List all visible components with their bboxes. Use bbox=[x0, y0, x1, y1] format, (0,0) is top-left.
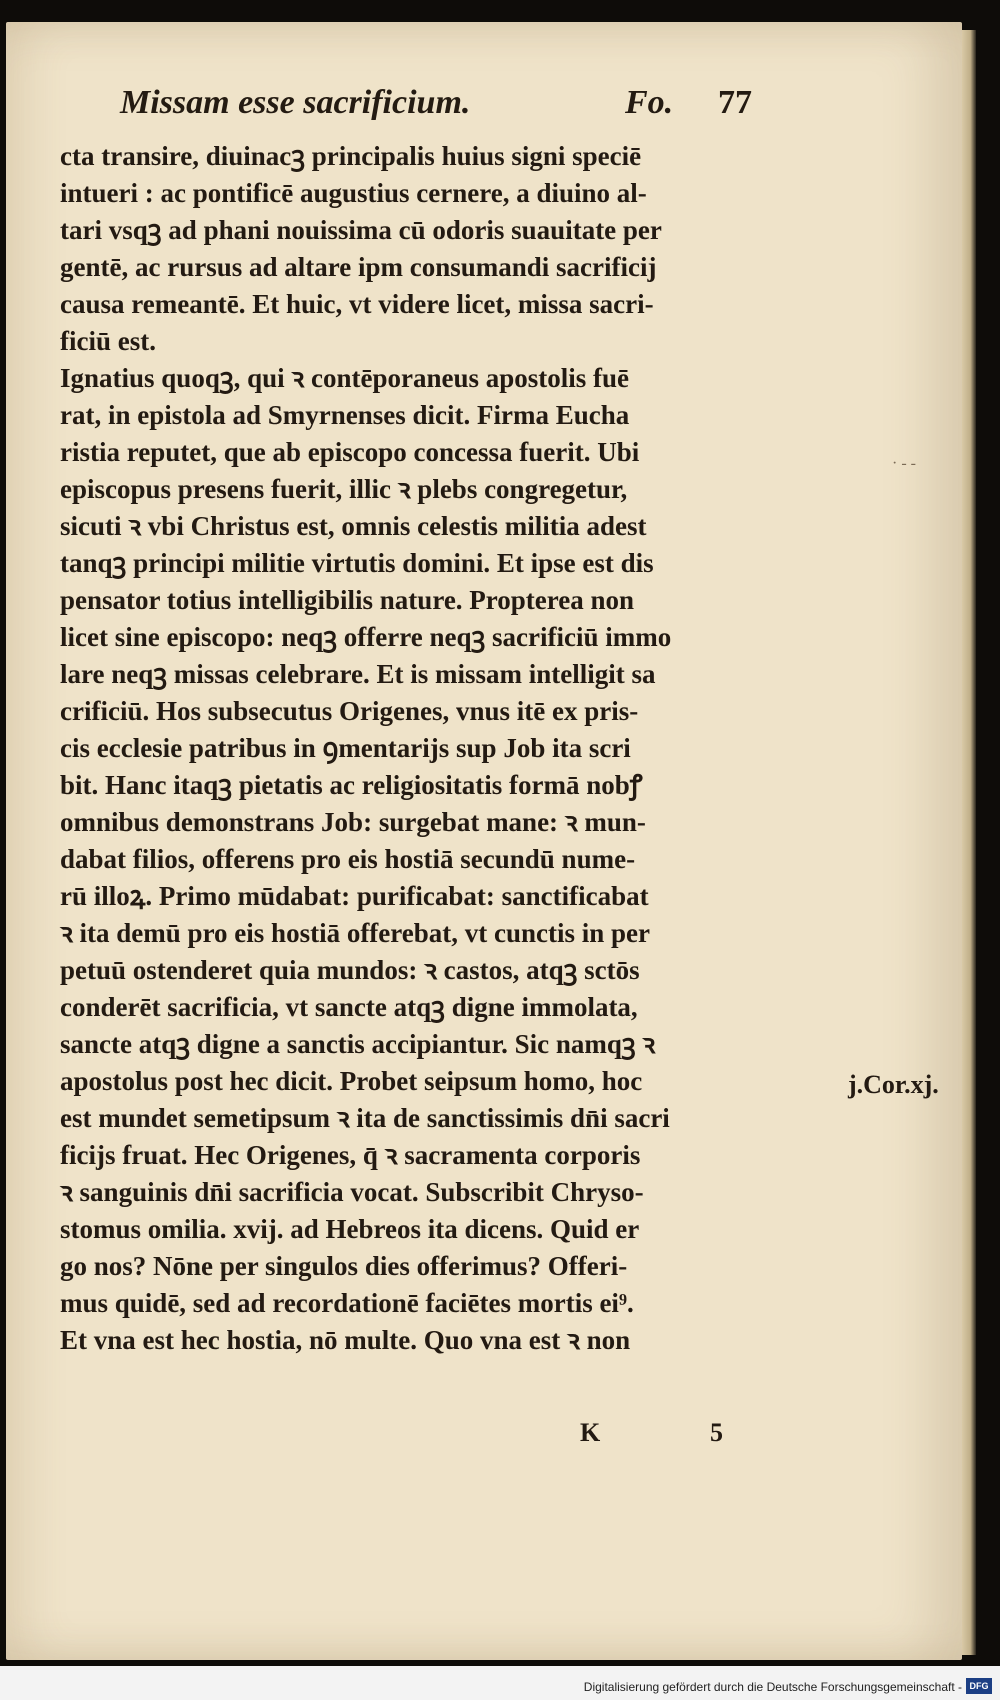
text-line: ristia reputet, que ab episcopo concessa fuerit. Ubi bbox=[60, 437, 640, 467]
text-line: ficiū est. bbox=[60, 326, 156, 356]
text-line: est mundet semetipsum ꝛ ita de sanctissimis dn̄i sacri bbox=[60, 1103, 670, 1133]
text-line: dabat filios, offerens pro eis hostiā secundū nume- bbox=[60, 844, 636, 874]
running-title: Missam esse sacrificium. bbox=[120, 84, 471, 121]
text-line: go nos? Nōne per singulos dies offerimus? Offeri- bbox=[60, 1251, 628, 1281]
text-line: causa remeantē. Et huic, vt videre licet, missa sacri- bbox=[60, 289, 654, 319]
text-line: rū illoꝝ. Primo mūdabat: purificabat: sanctificabat bbox=[60, 881, 649, 911]
signature-mark bbox=[580, 1418, 723, 1448]
digitization-credit: Digitalisierung gefördert durch die Deutsche Forschungsgemeinschaft - bbox=[583, 1680, 962, 1694]
signature-number: 5 bbox=[710, 1418, 723, 1447]
dfg-logo: DFG bbox=[966, 1678, 992, 1694]
text-line: licet sine episcopo: neqꝫ offerre neqꝫ sacrificiū immo bbox=[60, 622, 672, 652]
text-line: pensator totius intelligibilis nature. Propterea non bbox=[60, 585, 635, 615]
text-line: mus quidē, sed ad recordationē faciētes mortis ei⁹. bbox=[60, 1288, 634, 1318]
folio-number: 77 bbox=[718, 84, 752, 121]
text-line: tari vsqꝫ ad phani nouissima cū odoris suauitate per bbox=[60, 215, 662, 245]
paper-speck-mark: · - - bbox=[892, 455, 916, 472]
body-text bbox=[60, 138, 840, 1359]
text-line: Et vna est hec hostia, nō multe. Quo vna est ꝛ non bbox=[60, 1325, 631, 1355]
text-line: cis ecclesie patribus in ꝯmentarijs sup Job ita scri bbox=[60, 733, 631, 763]
text-line: lare neqꝫ missas celebrare. Et is missam intelligit sa bbox=[60, 659, 656, 689]
text-line: tanqꝫ principi militie virtutis domini. Et ipse est dis bbox=[60, 548, 654, 578]
signature-letter: K bbox=[580, 1418, 601, 1447]
text-line: omnibus demonstrans Job: surgebat mane: ꝛ mun- bbox=[60, 807, 646, 837]
text-line: bit. Hanc itaqꝫ pietatis ac religiositatis formā nobꝭ bbox=[60, 770, 643, 800]
text-line: ꝛ ita demū pro eis hostiā offerebat, vt cunctis in per bbox=[60, 918, 651, 948]
text-line: crificiū. Hos subsecutus Origenes, vnus itē ex pris- bbox=[60, 696, 639, 726]
folio-label: Fo. bbox=[625, 84, 674, 121]
text-line: petuū ostenderet quia mundos: ꝛ castos, atqꝫ sctōs bbox=[60, 955, 640, 985]
text-line: episcopus presens fuerit, illic ꝛ plebs congregetur, bbox=[60, 474, 628, 504]
text-line: sancte atqꝫ digne a sanctis accipiantur. Sic namqꝫ ꝛ bbox=[60, 1029, 656, 1059]
text-line: sicuti ꝛ vbi Christus est, omnis celestis militia adest bbox=[60, 511, 647, 541]
text-line: ꝛ sanguinis dn̄i sacrificia vocat. Subscribit Chryso- bbox=[60, 1177, 644, 1207]
text-line: cta transire, diuinacꝫ principalis huius signi speciē bbox=[60, 141, 642, 171]
text-line: rat, in epistola ad Smyrnenses dicit. Firma Eucha bbox=[60, 400, 630, 430]
marginal-note: j.Cor.xj. bbox=[848, 1070, 939, 1099]
text-line: apostolus post hec dicit. Probet seipsum homo, hoc bbox=[60, 1066, 643, 1096]
text-line: conderēt sacrificia, vt sancte atqꝫ digne immolata, bbox=[60, 992, 638, 1022]
text-line: stomus omilia. xvij. ad Hebreos ita dicens. Quid er bbox=[60, 1214, 640, 1244]
running-header bbox=[120, 84, 840, 134]
text-line: ficijs fruat. Hec Origenes, q̄ ꝛ sacramenta corporis bbox=[60, 1140, 641, 1170]
text-line: gentē, ac rursus ad altare ipm consumandi sacrificij bbox=[60, 252, 657, 282]
text-line: intueri : ac pontificē augustius cernere, a diuino al- bbox=[60, 178, 647, 208]
page-edge bbox=[962, 30, 976, 1655]
text-line: Ignatius quoqꝫ, qui ꝛ contēporaneus apostolis fuē bbox=[60, 363, 629, 393]
